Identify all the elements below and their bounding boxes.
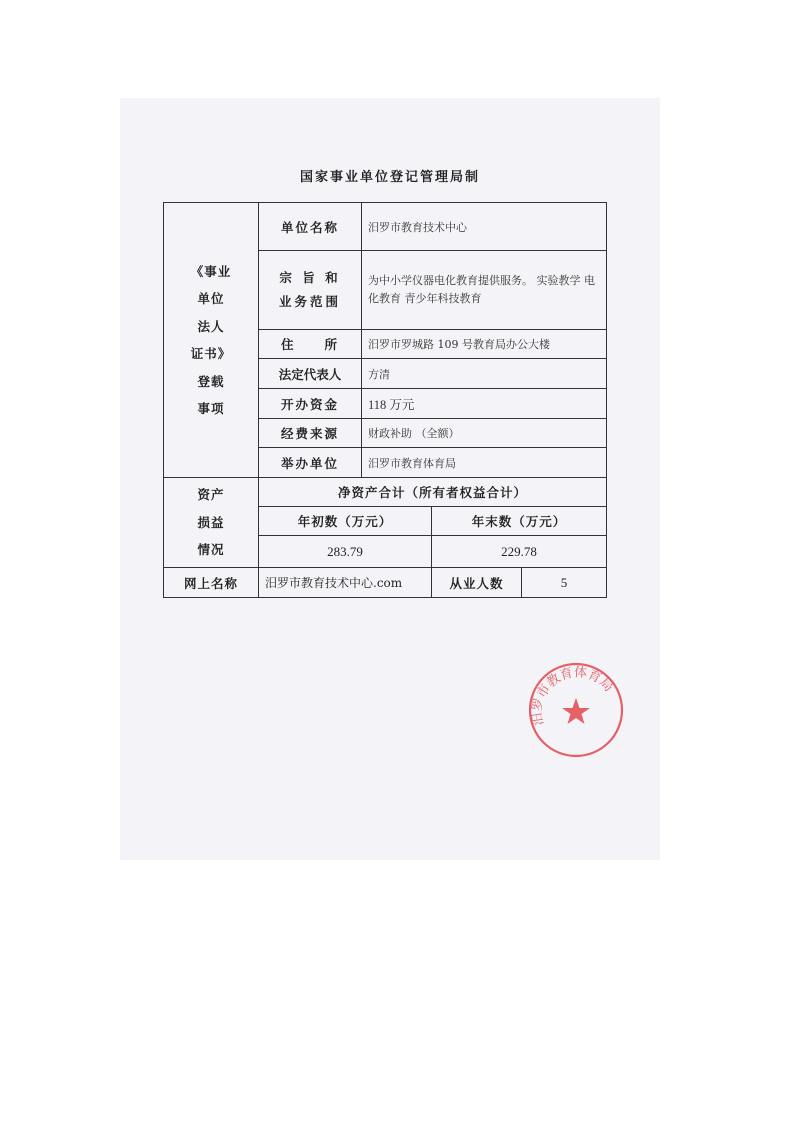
begin-label: 年初数（万元） — [259, 507, 432, 536]
seal-text-path: 汨罗市教育体育局 — [530, 665, 616, 727]
capital-value: 118 万元 — [362, 389, 607, 419]
address-value: 汨罗市罗城路 109 号教育局办公大楼 — [362, 330, 607, 359]
table-row — [164, 568, 607, 598]
end-value: 229.78 — [432, 536, 607, 568]
document-header: 国家事业单位登记管理局制 — [299, 170, 480, 185]
official-seal — [526, 660, 626, 760]
rep-label: 法定代表人 — [259, 359, 362, 389]
scope-label-line1: 宗 旨 和 — [279, 270, 341, 286]
rep-value: 方清 — [362, 359, 607, 389]
funding-value: 财政补助 （全额） — [362, 419, 607, 448]
table-row — [164, 478, 607, 507]
capital-label: 开办资金 — [259, 389, 362, 419]
side-title: 《事业 单位 法人 证书》 登载 事项 — [164, 203, 259, 478]
sponsor-value: 汨罗市教育体育局 — [362, 448, 607, 478]
scope-label — [259, 251, 362, 330]
assets-side-title: 资产 损益 情况 — [164, 478, 259, 568]
begin-value: 283.79 — [259, 536, 432, 568]
staff-count-value: 5 — [522, 568, 607, 598]
unit-name-label: 单位名称 — [259, 203, 362, 251]
table-row — [164, 203, 607, 251]
assets-header: 净资产合计（所有者权益合计） — [259, 478, 607, 507]
sponsor-label: 举办单位 — [259, 448, 362, 478]
unit-name-value: 汨罗市教育技术中心 — [362, 203, 607, 251]
address-label: 住 所 — [259, 330, 362, 359]
staff-count-label: 从业人数 — [432, 568, 522, 598]
end-label: 年末数（万元） — [432, 507, 607, 536]
online-name-label: 网上名称 — [164, 568, 259, 598]
funding-label: 经费来源 — [259, 419, 362, 448]
online-name-value: 汨罗市教育技术中心.com — [259, 568, 432, 598]
scope-value: 为中小学仪器电化教育提供服务。 实验教学 电化教育 青少年科技教育 — [362, 251, 607, 330]
scope-label-line2: 业务范围 — [278, 294, 341, 309]
seal-star-icon — [562, 698, 590, 724]
registration-table — [163, 202, 607, 598]
